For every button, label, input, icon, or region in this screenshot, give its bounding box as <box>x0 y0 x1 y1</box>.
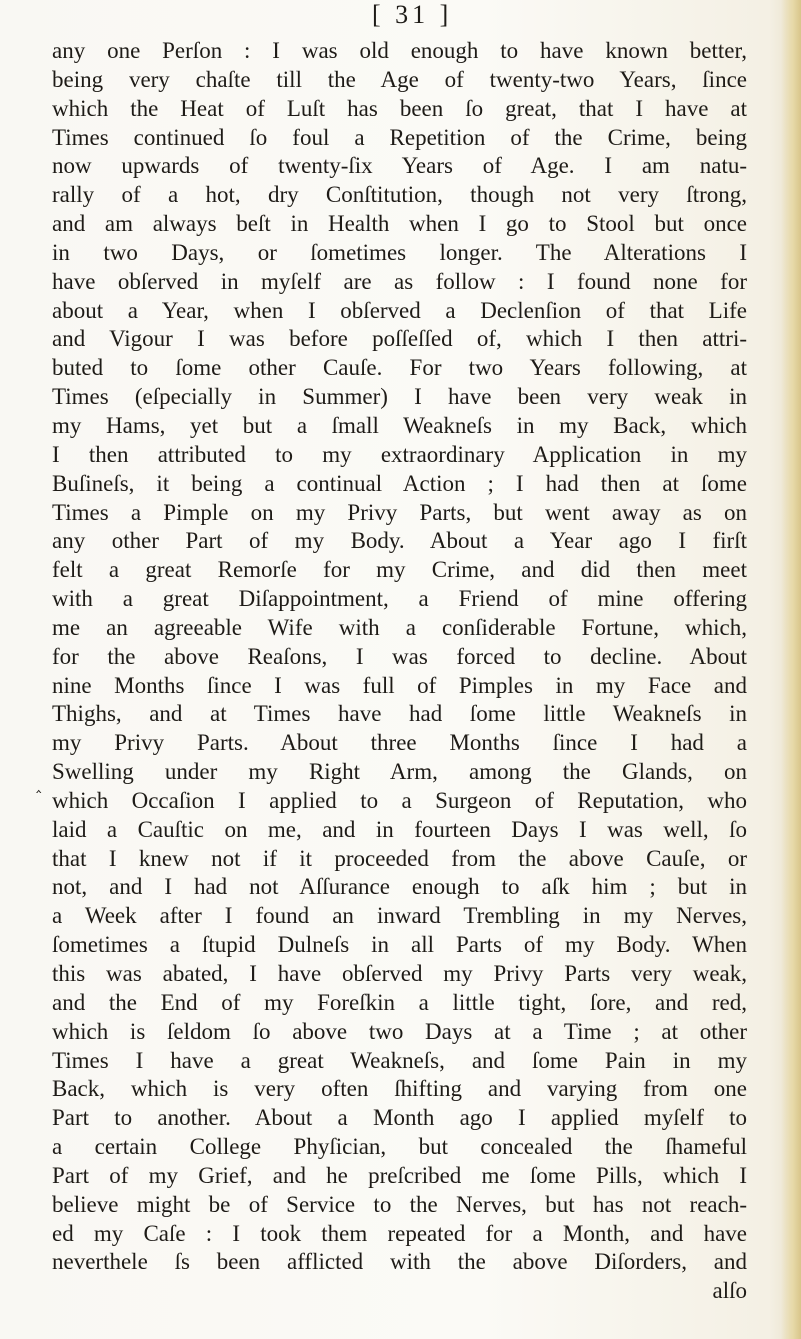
text-line: a certain College Phyſician, but concealed the ſhameful <box>52 1134 747 1160</box>
text-line: which is ſeldom ſo above two Days at a Time ; at other <box>52 1018 747 1044</box>
text-line: and the End of my Foreſkin a little tight, ſore, and red, <box>52 989 747 1015</box>
text-line: not, and I had not Aſſurance enough to aſk him ; but in <box>52 874 747 900</box>
text-line: being very chaſte till the Age of twenty-two Years, ſince <box>52 66 747 92</box>
text-line: I then attributed to my extraordinary Application in my <box>52 441 747 467</box>
text-line: Swelling under my Right Arm, among the Glands, on <box>52 759 747 785</box>
text-line: felt a great Remorſe for my Crime, and did then meet <box>52 557 747 583</box>
text-line: rally of a hot, dry Conſtitution, though not very ſtrong, <box>52 182 747 208</box>
text-line: my Hams, yet but a ſmall Weakneſs in my Back, which <box>52 412 747 438</box>
text-line: now upwards of twenty-ſix Years of Age. I am natu- <box>52 153 747 179</box>
text-line: Part to another. About a Month ago I applied myſelf to <box>52 1105 747 1131</box>
text-line: me an agreeable Wife with a conſiderable Fortune, which, <box>52 614 747 640</box>
text-line: Back, which is very often ſhifting and varying from one <box>52 1076 747 1102</box>
text-line: in two Days, or ſometimes longer. The Alterations I <box>52 239 747 265</box>
text-line: and Vigour I was before poſſeſſed of, which I then attri- <box>52 326 747 352</box>
text-line: and am always beſt in Health when I go to Stool but once <box>52 211 747 237</box>
text-line: Times I have a great Weakneſs, and ſome Pain in my <box>52 1047 747 1073</box>
text-line: ed my Caſe : I took them repeated for a Month, and have <box>52 1220 747 1246</box>
text-line: which Occaſion I applied to a Surgeon of Reputation, who <box>52 787 747 813</box>
margin-mark: ‸ <box>36 776 42 793</box>
text-line: nine Months ſince I was full of Pimples in my Face and <box>52 672 747 698</box>
page-number: [ 31 ] <box>372 0 453 29</box>
text-line: that I knew not if it proceeded from the above Cauſe, or <box>52 845 747 871</box>
text-line: about a Year, when I obſerved a Declenſion of that Life <box>52 297 747 323</box>
text-line: any one Perſon : I was old enough to have known better, <box>52 38 747 63</box>
text-line: Part of my Grief, and he preſcribed me ſome Pills, which I <box>52 1162 747 1188</box>
text-line: a Week after I found an inward Trembling in my Nerves, <box>52 903 747 929</box>
text-line: any other Part of my Body. About a Year ago I firſt <box>52 528 747 554</box>
text-line: neverthele ſs been afflicted with the above Diſorders, and <box>52 1249 747 1275</box>
text-line: buted to ſome other Cauſe. For two Years following, at <box>52 355 747 381</box>
text-line: this was abated, I have obſerved my Privy Parts very weak, <box>52 961 747 986</box>
text-line: Buſineſs, it being a continual Action ; I had then at ſome <box>52 470 747 496</box>
page-gutter-shadow <box>781 0 801 1339</box>
text-line: which the Heat of Luſt has been ſo great, that I have at <box>52 95 747 121</box>
text-line: have obſerved in myſelf are as follow : I found none for <box>52 268 747 294</box>
text-line: ſometimes a ſtupid Dulneſs in all Parts of my Body. When <box>52 932 747 958</box>
text-line: Thighs, and at Times have had ſome little Weakneſs in <box>52 701 747 727</box>
text-line: for the above Reaſons, I was forced to decline. About <box>52 643 747 669</box>
body-text <box>52 37 747 1306</box>
catchword: alſo <box>712 1278 747 1304</box>
text-line: Times a Pimple on my Privy Parts, but went away as on <box>52 499 747 525</box>
text-line: my Privy Parts. About three Months ſince I had a <box>52 730 747 756</box>
text-line: Times (eſpecially in Summer) I have been very weak in <box>52 384 747 410</box>
text-line: with a great Diſappointment, a Friend of mine offering <box>52 586 747 612</box>
text-line: believe might be of Service to the Nerves, but has not reach- <box>52 1191 747 1217</box>
text-line: Times continued ſo foul a Repetition of the Crime, being <box>52 124 747 150</box>
text-line: laid a Cauſtic on me, and in fourteen Days I was well, ſo <box>52 816 747 842</box>
